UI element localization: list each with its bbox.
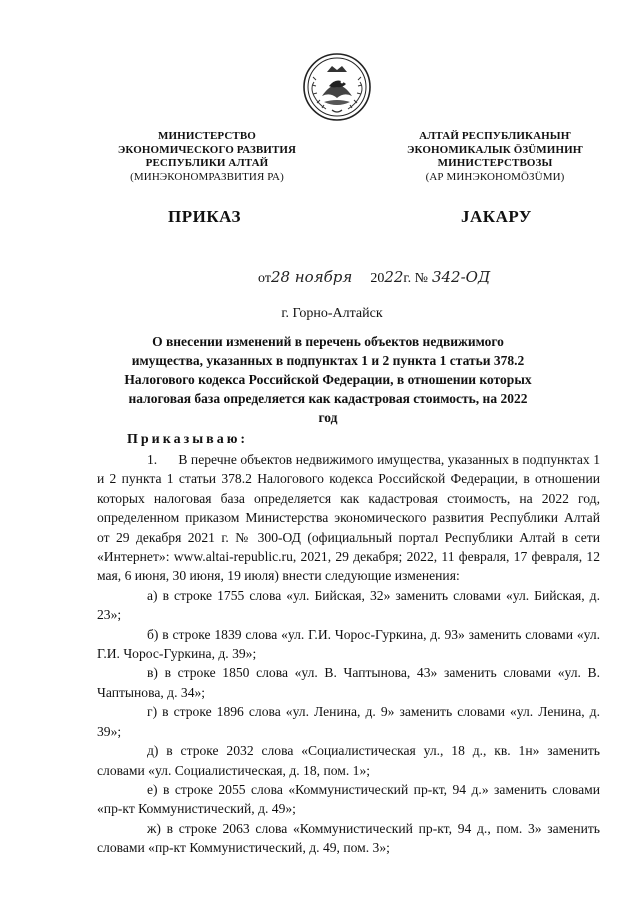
handwritten-date: 28 ноября bbox=[270, 268, 353, 286]
order-body bbox=[97, 450, 604, 858]
header-left-line1: МИНИСТЕРСТВО bbox=[158, 130, 256, 142]
ministry-header-russian bbox=[92, 130, 322, 184]
handwritten-year: 22 bbox=[384, 268, 404, 286]
order-date-number bbox=[258, 268, 490, 287]
header-right-line1: АЛТАЙ РЕСПУБЛИКАНЫҤ bbox=[419, 130, 571, 142]
order-subject: О внесении изменений в перечень объектов недвижимого имущества, указанных в подпунктах 1 и 2 пункта 1 статьи 378.2 Налогового кодекса Российской Федерации, в отношении которых налоговая база определяется как кадастровая стоимость, на 2022 год bbox=[124, 334, 532, 425]
order-title-altai: JАКАРУ bbox=[461, 207, 532, 226]
item-zh: ж) в строке 2063 слова «Коммунистический пр-кт, 94 д., пом. 3» заменить словами «пр-кт Коммунистический, д. 49, пом. 3»; bbox=[97, 820, 600, 856]
paragraph-1: 1. В перечне объектов недвижимого имущества, указанных в подпунктах 1 и 2 пункта 1 статьи 378.2 Налогового кодекса Российской Федерации, в отношении которых налоговая база определяется как кадастровая стоимость, на 2022 год, определенном приказом Министерства экономического развития Республики Алтай от 29 декабря 2021 г. № 300-ОД (официальный портал Республики Алтай в сети «Интернет»: www.altai-republic.ru, 2021, 29 декабря; 2022, 11 февраля, 17 февраля, 12 мая, 6 июня, 30 июня, 19 июля) внести следующие изменения: bbox=[97, 452, 604, 584]
item-a: а) в строке 1755 слова «ул. Бийская, 32» заменить словами «ул. Бийская, д. 23»; bbox=[97, 587, 600, 623]
prikazyvayu-heading: Приказываю: bbox=[127, 432, 249, 447]
handwritten-number: 342-ОД bbox=[431, 268, 491, 286]
coat-of-arms-icon bbox=[302, 52, 372, 122]
header-right-line3: МИНИСТЕРСТВОЗЫ bbox=[437, 157, 553, 169]
header-right-line4: (АР МИНЭКОНОМÖЗÜМИ) bbox=[425, 170, 565, 183]
item-e: е) в строке 2055 слова «Коммунистический пр-кт, 94 д.» заменить словами «пр-кт Коммунистический, д. 49»; bbox=[97, 781, 600, 817]
header-right-line2: ЭКОНОМИКАЛЫК ÖЗÜМИНИҤ bbox=[406, 143, 583, 156]
city-name: г. Горно-Алтайск bbox=[281, 306, 383, 321]
header-left-line4: (МИНЭКОНОМРАЗВИТИЯ РА) bbox=[130, 170, 284, 183]
item-g: г) в строке 1896 слова «ул. Ленина, д. 9» заменить словами «ул. Ленина, д. 39»; bbox=[97, 704, 600, 739]
item-d: д) в строке 2032 слова «Социалистическая ул., 18 д., кв. 1н» заменить словами «ул. Социалистическая, д. 18, пом. 1»; bbox=[97, 743, 600, 778]
year-label: г. № bbox=[403, 271, 428, 286]
header-left-line3: РЕСПУБЛИКИ АЛТАЙ bbox=[145, 157, 269, 169]
item-b: б) в строке 1839 слова «ул. Г.И. Чорос-Гуркина, д. 93» заменить словами «ул. Г.И. Чорос-Гуркина, д. 39»; bbox=[97, 626, 600, 662]
ministry-header-altai bbox=[380, 130, 610, 184]
order-title-russian: ПРИКАЗ bbox=[168, 207, 241, 226]
date-prefix: от bbox=[258, 271, 271, 286]
year-prefix: 20 bbox=[370, 271, 385, 286]
item-v: в) в строке 1850 слова «ул. В. Чаптынова, 43» заменить словами «ул. В. Чаптынова, д. 34»; bbox=[97, 665, 600, 700]
header-left-line2: ЭКОНОМИЧЕСКОГО РАЗВИТИЯ bbox=[117, 143, 297, 156]
